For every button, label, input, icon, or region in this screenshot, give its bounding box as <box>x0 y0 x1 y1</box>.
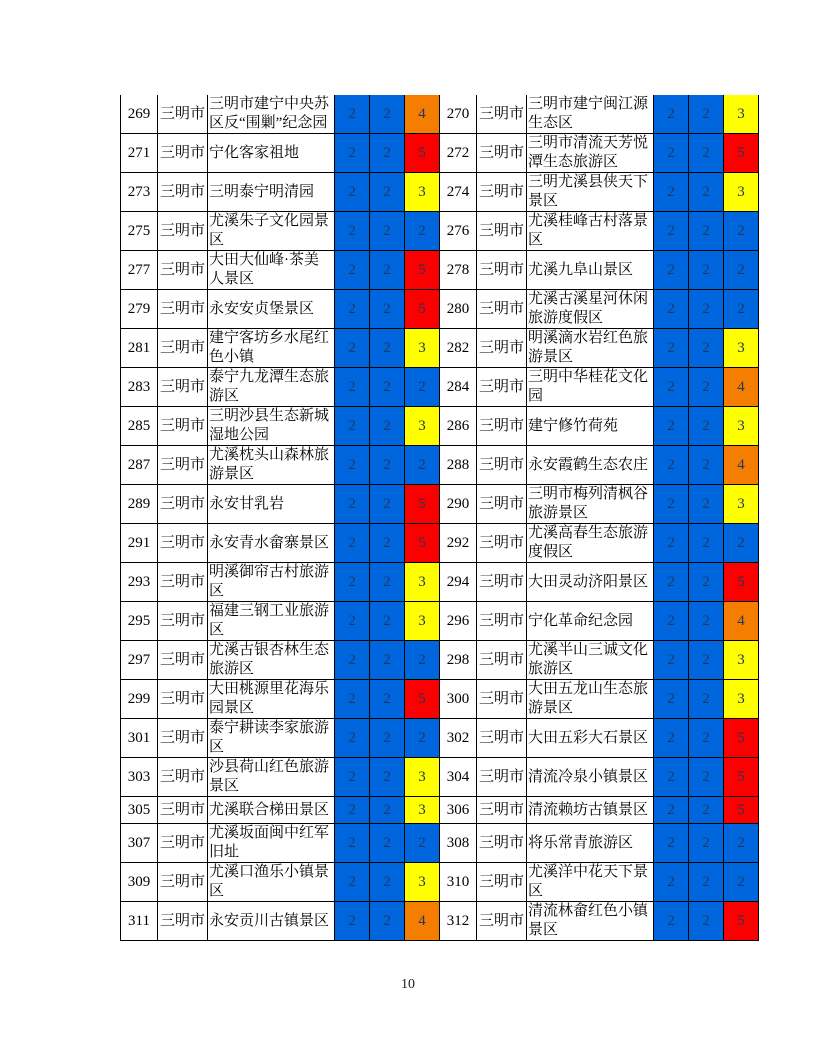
row-number-cell: 270 <box>440 95 477 134</box>
score-cell: 3 <box>724 680 759 719</box>
score-cell: 2 <box>370 641 405 680</box>
score-cell: 2 <box>689 524 724 563</box>
score-cell: 2 <box>335 251 370 290</box>
city-cell: 三明市 <box>477 641 527 680</box>
score-cell: 2 <box>370 485 405 524</box>
score-cell: 2 <box>689 797 724 824</box>
score-cell: 3 <box>405 173 440 212</box>
score-cell: 5 <box>724 758 759 797</box>
row-number-cell: 288 <box>440 446 477 485</box>
score-cell: 2 <box>654 797 689 824</box>
score-cell: 5 <box>405 134 440 173</box>
row-number-cell: 290 <box>440 485 477 524</box>
score-cell: 2 <box>689 824 724 863</box>
city-cell: 三明市 <box>158 95 208 134</box>
table-row <box>121 134 759 173</box>
score-cell: 2 <box>335 407 370 446</box>
table-row <box>121 824 759 863</box>
site-name-cell: 三明沙县生态新城湿地公园 <box>208 407 335 446</box>
score-cell: 4 <box>405 902 440 941</box>
table-row <box>121 563 759 602</box>
score-cell: 2 <box>689 758 724 797</box>
city-cell: 三明市 <box>477 863 527 902</box>
score-cell: 2 <box>335 824 370 863</box>
table-row <box>121 251 759 290</box>
row-number-cell: 279 <box>121 290 158 329</box>
row-number-cell: 302 <box>440 719 477 758</box>
site-name-cell: 清流林畲红色小镇景区 <box>527 902 654 941</box>
row-number-cell: 299 <box>121 680 158 719</box>
table-row <box>121 212 759 251</box>
city-cell: 三明市 <box>158 602 208 641</box>
row-number-cell: 294 <box>440 563 477 602</box>
score-cell: 2 <box>724 863 759 902</box>
site-name-cell: 尤溪口渔乐小镇景区 <box>208 863 335 902</box>
row-number-cell: 281 <box>121 329 158 368</box>
row-number-cell: 311 <box>121 902 158 941</box>
score-cell: 2 <box>370 863 405 902</box>
score-cell: 2 <box>335 134 370 173</box>
score-cell: 2 <box>689 602 724 641</box>
score-cell: 2 <box>370 524 405 563</box>
city-cell: 三明市 <box>158 134 208 173</box>
score-cell: 2 <box>654 95 689 134</box>
page-number: 10 <box>401 977 415 992</box>
row-number-cell: 309 <box>121 863 158 902</box>
score-cell: 2 <box>405 719 440 758</box>
score-cell: 2 <box>689 902 724 941</box>
table-row <box>121 797 759 824</box>
score-cell: 2 <box>654 719 689 758</box>
score-cell: 2 <box>335 446 370 485</box>
site-name-cell: 尤溪高春生态旅游度假区 <box>527 524 654 563</box>
score-cell: 5 <box>724 719 759 758</box>
score-cell: 2 <box>724 212 759 251</box>
score-cell: 2 <box>370 680 405 719</box>
site-name-cell: 大田五彩大石景区 <box>527 719 654 758</box>
row-number-cell: 291 <box>121 524 158 563</box>
city-cell: 三明市 <box>477 95 527 134</box>
score-cell: 2 <box>335 641 370 680</box>
site-name-cell: 泰宁耕读李家旅游区 <box>208 719 335 758</box>
site-name-cell: 三明市建宁闽江源生态区 <box>527 95 654 134</box>
score-cell: 2 <box>370 95 405 134</box>
site-name-cell: 三明泰宁明清园 <box>208 173 335 212</box>
score-cell: 2 <box>654 758 689 797</box>
site-name-cell: 尤溪半山三诚文化旅游区 <box>527 641 654 680</box>
score-cell: 2 <box>405 368 440 407</box>
score-cell: 3 <box>405 758 440 797</box>
score-cell: 2 <box>689 680 724 719</box>
site-name-cell: 三明市梅列清枫谷旅游景区 <box>527 485 654 524</box>
site-name-cell: 大田灵动济阳景区 <box>527 563 654 602</box>
row-number-cell: 289 <box>121 485 158 524</box>
city-cell: 三明市 <box>158 446 208 485</box>
table-row <box>121 173 759 212</box>
site-name-cell: 三明市清流天芳悦潭生态旅游区 <box>527 134 654 173</box>
row-number-cell: 276 <box>440 212 477 251</box>
score-cell: 2 <box>654 680 689 719</box>
score-cell: 2 <box>405 824 440 863</box>
score-cell: 2 <box>689 563 724 602</box>
city-cell: 三明市 <box>477 563 527 602</box>
score-cell: 5 <box>724 797 759 824</box>
score-cell: 3 <box>405 329 440 368</box>
row-number-cell: 273 <box>121 173 158 212</box>
score-cell: 2 <box>370 602 405 641</box>
city-cell: 三明市 <box>477 602 527 641</box>
row-number-cell: 293 <box>121 563 158 602</box>
site-name-cell: 尤溪桂峰古村落景区 <box>527 212 654 251</box>
site-name-cell: 永安霞鹤生态农庄 <box>527 446 654 485</box>
score-cell: 5 <box>724 902 759 941</box>
score-cell: 2 <box>654 212 689 251</box>
city-cell: 三明市 <box>158 524 208 563</box>
row-number-cell: 298 <box>440 641 477 680</box>
score-cell: 2 <box>370 407 405 446</box>
score-cell: 3 <box>724 95 759 134</box>
score-cell: 5 <box>405 680 440 719</box>
score-cell: 2 <box>370 368 405 407</box>
city-cell: 三明市 <box>158 902 208 941</box>
city-cell: 三明市 <box>158 290 208 329</box>
score-cell: 2 <box>335 368 370 407</box>
score-cell: 3 <box>405 797 440 824</box>
score-cell: 2 <box>689 485 724 524</box>
score-cell: 2 <box>654 407 689 446</box>
site-name-cell: 大田五龙山生态旅游景区 <box>527 680 654 719</box>
row-number-cell: 283 <box>121 368 158 407</box>
score-cell: 2 <box>335 563 370 602</box>
score-cell: 2 <box>654 524 689 563</box>
city-cell: 三明市 <box>477 290 527 329</box>
score-cell: 2 <box>335 485 370 524</box>
site-name-cell: 泰宁九龙潭生态旅游区 <box>208 368 335 407</box>
score-cell: 2 <box>370 134 405 173</box>
score-cell: 2 <box>654 134 689 173</box>
score-cell: 2 <box>405 212 440 251</box>
row-number-cell: 295 <box>121 602 158 641</box>
row-number-cell: 305 <box>121 797 158 824</box>
city-cell: 三明市 <box>477 251 527 290</box>
site-name-cell: 建宁修竹荷苑 <box>527 407 654 446</box>
score-cell: 2 <box>654 563 689 602</box>
row-number-cell: 278 <box>440 251 477 290</box>
site-name-cell: 尤溪洋中花天下景区 <box>527 863 654 902</box>
score-cell: 4 <box>724 368 759 407</box>
city-cell: 三明市 <box>158 758 208 797</box>
score-cell: 2 <box>370 758 405 797</box>
table-row <box>121 680 759 719</box>
score-cell: 2 <box>654 329 689 368</box>
score-cell: 2 <box>654 446 689 485</box>
site-name-cell: 永安安贞堡景区 <box>208 290 335 329</box>
table-row <box>121 641 759 680</box>
table-row <box>121 95 759 134</box>
row-number-cell: 286 <box>440 407 477 446</box>
table-row <box>121 290 759 329</box>
score-cell: 5 <box>724 134 759 173</box>
score-cell: 2 <box>335 680 370 719</box>
table-row <box>121 485 759 524</box>
site-name-cell: 清流冷泉小镇景区 <box>527 758 654 797</box>
table-row <box>121 863 759 902</box>
city-cell: 三明市 <box>477 758 527 797</box>
city-cell: 三明市 <box>158 329 208 368</box>
row-number-cell: 304 <box>440 758 477 797</box>
city-cell: 三明市 <box>158 368 208 407</box>
site-name-cell: 三明市建宁中央苏区反“围剿”纪念园 <box>208 95 335 134</box>
score-cell: 2 <box>654 290 689 329</box>
score-cell: 2 <box>654 173 689 212</box>
city-cell: 三明市 <box>477 680 527 719</box>
site-name-cell: 大田桃源里花海乐园景区 <box>208 680 335 719</box>
score-cell: 2 <box>724 824 759 863</box>
score-cell: 2 <box>335 95 370 134</box>
site-name-cell: 永安甘乳岩 <box>208 485 335 524</box>
city-cell: 三明市 <box>158 797 208 824</box>
city-cell: 三明市 <box>477 719 527 758</box>
site-name-cell: 尤溪枕头山森林旅游景区 <box>208 446 335 485</box>
score-cell: 2 <box>370 824 405 863</box>
table-row <box>121 329 759 368</box>
score-cell: 2 <box>370 290 405 329</box>
score-cell: 2 <box>370 251 405 290</box>
site-name-cell: 明溪御帘古村旅游区 <box>208 563 335 602</box>
score-cell: 2 <box>689 407 724 446</box>
score-cell: 2 <box>689 641 724 680</box>
score-cell: 3 <box>405 863 440 902</box>
table-row <box>121 368 759 407</box>
row-number-cell: 300 <box>440 680 477 719</box>
score-cell: 2 <box>689 251 724 290</box>
score-cell: 2 <box>370 212 405 251</box>
score-cell: 2 <box>654 602 689 641</box>
row-number-cell: 272 <box>440 134 477 173</box>
score-cell: 2 <box>335 758 370 797</box>
city-cell: 三明市 <box>158 173 208 212</box>
score-cell: 2 <box>689 719 724 758</box>
table-row <box>121 524 759 563</box>
city-cell: 三明市 <box>477 902 527 941</box>
score-cell: 2 <box>724 290 759 329</box>
site-name-cell: 永安青水畲寨景区 <box>208 524 335 563</box>
table-row <box>121 446 759 485</box>
score-cell: 2 <box>335 797 370 824</box>
score-cell: 2 <box>370 563 405 602</box>
row-number-cell: 284 <box>440 368 477 407</box>
table-row <box>121 758 759 797</box>
score-cell: 2 <box>654 251 689 290</box>
city-cell: 三明市 <box>158 212 208 251</box>
score-cell: 5 <box>405 251 440 290</box>
site-name-cell: 将乐常青旅游区 <box>527 824 654 863</box>
score-cell: 2 <box>689 863 724 902</box>
row-number-cell: 287 <box>121 446 158 485</box>
score-cell: 2 <box>654 863 689 902</box>
city-cell: 三明市 <box>477 212 527 251</box>
row-number-cell: 269 <box>121 95 158 134</box>
score-cell: 2 <box>689 368 724 407</box>
score-cell: 2 <box>335 719 370 758</box>
row-number-cell: 277 <box>121 251 158 290</box>
score-cell: 2 <box>335 212 370 251</box>
city-cell: 三明市 <box>477 329 527 368</box>
scenic-area-rating-table <box>120 95 759 941</box>
score-cell: 2 <box>370 173 405 212</box>
row-number-cell: 296 <box>440 602 477 641</box>
row-number-cell: 285 <box>121 407 158 446</box>
score-cell: 2 <box>689 95 724 134</box>
score-cell: 3 <box>724 329 759 368</box>
score-cell: 2 <box>689 134 724 173</box>
row-number-cell: 308 <box>440 824 477 863</box>
score-cell: 3 <box>405 407 440 446</box>
city-cell: 三明市 <box>158 863 208 902</box>
score-cell: 2 <box>370 797 405 824</box>
score-cell: 3 <box>724 173 759 212</box>
city-cell: 三明市 <box>158 641 208 680</box>
row-number-cell: 307 <box>121 824 158 863</box>
row-number-cell: 303 <box>121 758 158 797</box>
table-row <box>121 902 759 941</box>
score-cell: 2 <box>654 902 689 941</box>
score-cell: 2 <box>689 212 724 251</box>
score-cell: 3 <box>724 641 759 680</box>
score-cell: 2 <box>724 251 759 290</box>
row-number-cell: 301 <box>121 719 158 758</box>
site-name-cell: 福建三钢工业旅游区 <box>208 602 335 641</box>
score-cell: 2 <box>335 902 370 941</box>
site-name-cell: 尤溪联合梯田景区 <box>208 797 335 824</box>
city-cell: 三明市 <box>158 485 208 524</box>
city-cell: 三明市 <box>477 173 527 212</box>
score-cell: 2 <box>689 446 724 485</box>
table-row <box>121 719 759 758</box>
row-number-cell: 297 <box>121 641 158 680</box>
city-cell: 三明市 <box>158 824 208 863</box>
rating-table-body <box>121 95 759 941</box>
city-cell: 三明市 <box>477 524 527 563</box>
row-number-cell: 292 <box>440 524 477 563</box>
site-name-cell: 宁化革命纪念园 <box>527 602 654 641</box>
city-cell: 三明市 <box>477 485 527 524</box>
site-name-cell: 清流赖坊古镇景区 <box>527 797 654 824</box>
site-name-cell: 尤溪古银杏林生态旅游区 <box>208 641 335 680</box>
city-cell: 三明市 <box>158 680 208 719</box>
table-row <box>121 602 759 641</box>
row-number-cell: 271 <box>121 134 158 173</box>
score-cell: 4 <box>405 95 440 134</box>
score-cell: 2 <box>405 446 440 485</box>
site-name-cell: 尤溪古溪星河休闲旅游度假区 <box>527 290 654 329</box>
city-cell: 三明市 <box>158 563 208 602</box>
score-cell: 2 <box>335 290 370 329</box>
score-cell: 5 <box>724 563 759 602</box>
score-cell: 2 <box>654 641 689 680</box>
site-name-cell: 宁化客家祖地 <box>208 134 335 173</box>
score-cell: 2 <box>654 824 689 863</box>
score-cell: 2 <box>654 368 689 407</box>
score-cell: 4 <box>724 602 759 641</box>
city-cell: 三明市 <box>477 824 527 863</box>
score-cell: 2 <box>335 173 370 212</box>
row-number-cell: 306 <box>440 797 477 824</box>
score-cell: 2 <box>335 863 370 902</box>
score-cell: 2 <box>689 290 724 329</box>
row-number-cell: 274 <box>440 173 477 212</box>
city-cell: 三明市 <box>158 251 208 290</box>
score-cell: 5 <box>405 290 440 329</box>
score-cell: 2 <box>654 485 689 524</box>
score-cell: 2 <box>370 446 405 485</box>
city-cell: 三明市 <box>477 368 527 407</box>
score-cell: 2 <box>335 602 370 641</box>
score-cell: 5 <box>405 485 440 524</box>
site-name-cell: 三明尤溪县侠天下景区 <box>527 173 654 212</box>
score-cell: 4 <box>724 446 759 485</box>
score-cell: 2 <box>370 719 405 758</box>
row-number-cell: 310 <box>440 863 477 902</box>
score-cell: 2 <box>689 173 724 212</box>
city-cell: 三明市 <box>158 407 208 446</box>
city-cell: 三明市 <box>477 797 527 824</box>
table-row <box>121 407 759 446</box>
row-number-cell: 280 <box>440 290 477 329</box>
city-cell: 三明市 <box>477 134 527 173</box>
score-cell: 2 <box>405 641 440 680</box>
score-cell: 3 <box>724 485 759 524</box>
score-cell: 3 <box>405 602 440 641</box>
city-cell: 三明市 <box>477 407 527 446</box>
score-cell: 5 <box>405 524 440 563</box>
site-name-cell: 尤溪九阜山景区 <box>527 251 654 290</box>
city-cell: 三明市 <box>477 446 527 485</box>
site-name-cell: 沙县荷山红色旅游景区 <box>208 758 335 797</box>
row-number-cell: 282 <box>440 329 477 368</box>
score-cell: 2 <box>370 329 405 368</box>
site-name-cell: 尤溪朱子文化园景区 <box>208 212 335 251</box>
site-name-cell: 尤溪坂面闽中红军旧址 <box>208 824 335 863</box>
score-cell: 2 <box>335 329 370 368</box>
row-number-cell: 312 <box>440 902 477 941</box>
city-cell: 三明市 <box>158 719 208 758</box>
score-cell: 2 <box>335 524 370 563</box>
score-cell: 2 <box>689 329 724 368</box>
row-number-cell: 275 <box>121 212 158 251</box>
site-name-cell: 大田大仙峰·茶美人景区 <box>208 251 335 290</box>
site-name-cell: 建宁客坊乡水尾红色小镇 <box>208 329 335 368</box>
score-cell: 2 <box>724 524 759 563</box>
site-name-cell: 三明中华桂花文化园 <box>527 368 654 407</box>
site-name-cell: 明溪滴水岩红色旅游景区 <box>527 329 654 368</box>
score-cell: 3 <box>724 407 759 446</box>
score-cell: 3 <box>405 563 440 602</box>
score-cell: 2 <box>370 902 405 941</box>
site-name-cell: 永安贡川古镇景区 <box>208 902 335 941</box>
